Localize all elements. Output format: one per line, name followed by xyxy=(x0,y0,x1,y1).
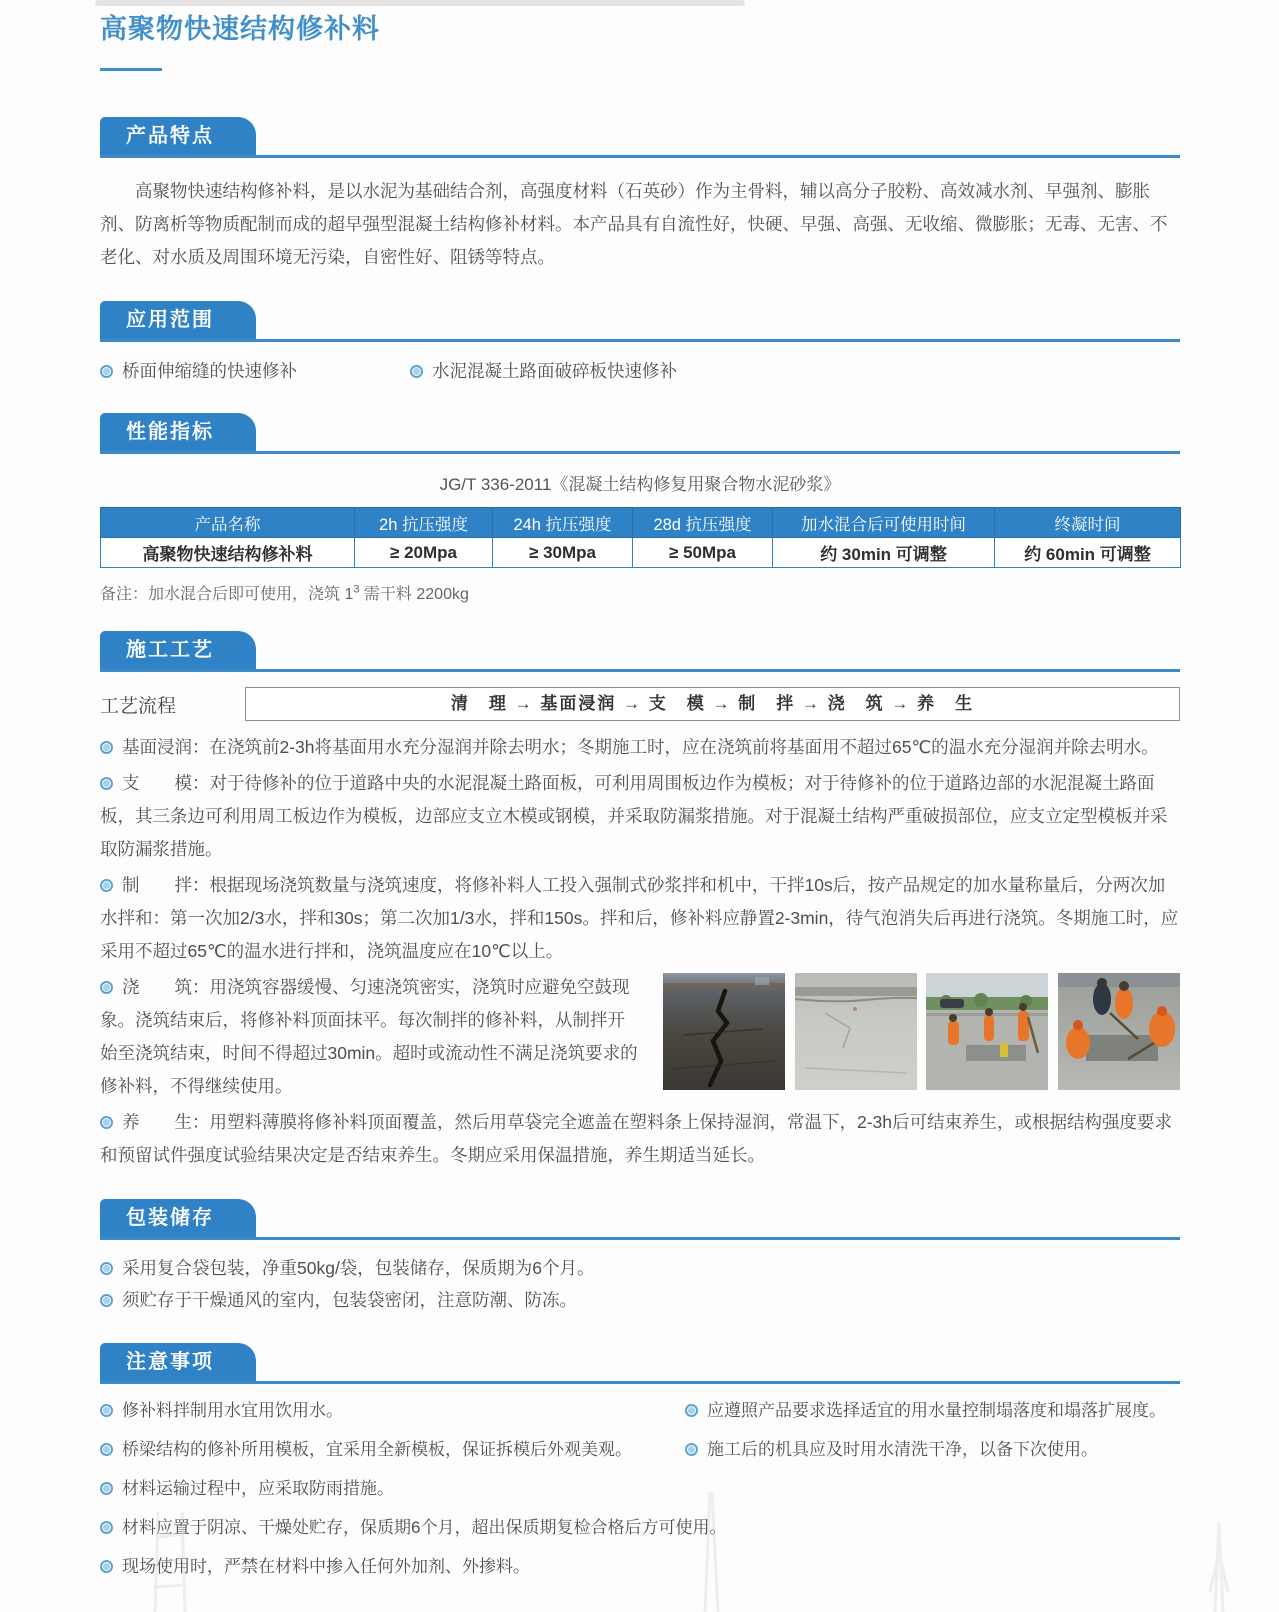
scan-artifact xyxy=(95,0,745,6)
note-item-text: 桥梁结构的修补所用模板，宜采用全新模板，保证拆模后外观美观。 xyxy=(122,1440,632,1459)
process-step-text: 浇 筑：用浇筑容器缓慢、匀速浇筑密实，浇筑时应避免空鼓现象。浇筑结束后，将修补料顶面抹平。每次制拌的修补料，从制拌开始至浇筑结束，时间不得超过30min。超时或流动性不满足浇筑要求的修补料，不得继续使用。 xyxy=(100,977,638,1096)
application-item-text: 水泥混凝土路面破碎板快速修补 xyxy=(432,361,677,381)
page-title: 高聚物快速结构修补料 xyxy=(100,14,380,44)
note-item-text: 材料应置于阴凉、干燥处贮存，保质期6个月，超出保质期复检合格后方可使用。 xyxy=(122,1518,727,1537)
process-step xyxy=(100,767,1180,866)
table-row xyxy=(101,538,1181,568)
applications-list xyxy=(100,356,1180,386)
features-heading: 产品特点 xyxy=(100,117,256,155)
process-step-text: 制 拌：根据现场浇筑数量与浇筑速度，将修补料人工投入强制式砂浆拌和机中，干拌10s后，按产品规定的加水量称量后，分两次加水拌和：第一次加2/3水，拌和30s；第二次加1/3水，拌和150s。拌和后，修补料应静置2-3min，待气泡消失后再进行浇筑。冬期施工时，应采用不超过65℃的温水进行拌和，浇筑温度应在10℃以上。 xyxy=(100,875,1179,961)
standard-reference: JG/T 336-2011《混凝土结构修复用聚合物水泥砂浆》 xyxy=(439,475,841,494)
double-circle-bullet-icon xyxy=(100,1262,113,1275)
double-circle-bullet-icon xyxy=(100,365,113,378)
double-circle-bullet-icon xyxy=(100,1294,113,1307)
table-cell: 高聚物快速结构修补料 xyxy=(101,538,355,568)
process-steps xyxy=(100,731,1180,1172)
notes-heading: 注意事项 xyxy=(100,1343,256,1381)
table-header-cell: 28d 抗压强度 xyxy=(633,508,773,538)
double-circle-bullet-icon xyxy=(410,365,423,378)
table-cell: ≥ 20Mpa xyxy=(355,538,493,568)
double-circle-bullet-icon xyxy=(100,1116,113,1129)
process-heading: 施工工艺 xyxy=(100,631,256,669)
note-item xyxy=(100,1435,685,1465)
table-cell: 约 60min 可调整 xyxy=(995,538,1181,568)
table-note-prefix: 备注：加水混合后即可使用，浇筑 1 xyxy=(100,586,354,603)
photo-road-repair-workers xyxy=(926,973,1048,1090)
packaging-list xyxy=(100,1253,1180,1316)
performance-table xyxy=(100,507,1181,568)
photo-cracked-light-concrete xyxy=(795,973,917,1090)
double-circle-bullet-icon xyxy=(100,1521,113,1534)
note-item xyxy=(100,1474,1180,1504)
section-header-applications xyxy=(100,301,1180,342)
double-circle-bullet-icon xyxy=(685,1443,698,1456)
table-cell: ≥ 50Mpa xyxy=(633,538,773,568)
double-circle-bullet-icon xyxy=(100,981,113,994)
section-header-process xyxy=(100,631,1180,672)
section-header-features xyxy=(100,117,1180,158)
process-flow-row xyxy=(100,687,1180,721)
performance-heading: 性能指标 xyxy=(100,413,256,451)
applications-heading: 应用范围 xyxy=(100,301,256,339)
note-item-text: 材料运输过程中，应采取防雨措施。 xyxy=(122,1479,394,1498)
packaging-item-text: 须贮存于干燥通风的室内，包装袋密闭，注意防潮、防冻。 xyxy=(122,1290,577,1310)
double-circle-bullet-icon xyxy=(685,1404,698,1417)
flow-diagram: 清 理 → 基面浸润 → 支 模 → 制 拌 → 浇 筑 → 养 生 xyxy=(245,687,1180,721)
process-step-text: 养 生：用塑料薄膜将修补料顶面覆盖，然后用草袋完全遮盖在塑料条上保持湿润，常温下，2-3h后可结束养生，或根据结构强度要求和预留试件强度试验结果决定是否结束养生。冬期应采用保温措施，养生期适当延长。 xyxy=(100,1112,1173,1165)
note-item xyxy=(685,1435,1180,1465)
photo-crouching-repair-workers xyxy=(1058,973,1180,1090)
table-note xyxy=(100,581,1180,604)
section-header-packaging xyxy=(100,1199,1180,1240)
double-circle-bullet-icon xyxy=(100,1404,113,1417)
photo-strip xyxy=(663,973,1180,1090)
note-item xyxy=(100,1552,1180,1582)
table-header-cell: 24h 抗压强度 xyxy=(493,508,633,538)
table-note-superscript: 3 xyxy=(353,583,360,596)
process-step xyxy=(100,869,1180,968)
double-circle-bullet-icon xyxy=(100,879,113,892)
double-circle-bullet-icon xyxy=(100,1482,113,1495)
packaging-item-text: 采用复合袋包装，净重50kg/袋，包装储存，保质期为6个月。 xyxy=(122,1258,595,1278)
title-underline xyxy=(100,68,162,71)
packaging-item xyxy=(100,1285,1180,1316)
table-header-cell: 产品名称 xyxy=(101,508,355,538)
table-header-cell: 加水混合后可使用时间 xyxy=(773,508,995,538)
table-cell: 约 30min 可调整 xyxy=(773,538,995,568)
section-header-notes xyxy=(100,1343,1180,1384)
application-item xyxy=(410,356,677,386)
table-header-row xyxy=(101,508,1181,538)
notes-list xyxy=(100,1396,1180,1582)
double-circle-bullet-icon xyxy=(100,1560,113,1573)
table-header-cell: 终凝时间 xyxy=(995,508,1181,538)
packaging-heading: 包装储存 xyxy=(100,1199,256,1237)
double-circle-bullet-icon xyxy=(100,777,113,790)
process-step-text: 基面浸润：在浇筑前2-3h将基面用水充分湿润并除去明水；冬期施工时，应在浇筑前将基面用不超过65℃的温水充分湿润并除去明水。 xyxy=(122,737,1159,757)
packaging-item xyxy=(100,1253,1180,1284)
table-header-cell: 2h 抗压强度 xyxy=(355,508,493,538)
note-item-text: 修补料拌制用水宜用饮用水。 xyxy=(122,1401,343,1420)
process-step xyxy=(100,731,1180,764)
double-circle-bullet-icon xyxy=(100,741,113,754)
process-step-text: 支 模：对于待修补的位于道路中央的水泥混凝土路面板，可利用周围板边作为模板；对于待修补的位于道路边部的水泥混凝土路面板，其三条边可利用周工板边作为模板，边部应支立木模或钢模，并采取防漏浆措施。对于混凝土结构严重破损部位，应支立定型模板并采取防漏浆措施。 xyxy=(100,773,1168,859)
table-cell: ≥ 30Mpa xyxy=(493,538,633,568)
photo-cracked-dark-pavement xyxy=(663,973,785,1090)
application-item-text: 桥面伸缩缝的快速修补 xyxy=(122,361,297,381)
note-item-text: 应遵照产品要求选择适宜的用水量控制塌落度和塌落扩展度。 xyxy=(707,1401,1166,1420)
flow-label: 工艺流程 xyxy=(100,695,177,717)
note-item-text: 施工后的机具应及时用水清洗干净，以备下次使用。 xyxy=(707,1440,1098,1459)
process-step xyxy=(100,1106,1180,1172)
table-note-suffix: 需干料 2200kg xyxy=(359,586,469,603)
features-paragraph: 高聚物快速结构修补料，是以水泥为基础结合剂，高强度材料（石英砂）作为主骨料，辅以高分子胶粉、高效减水剂、早强剂、膨胀剂、防离析等物质配制而成的超早强型混凝土结构修补材料。本产品具有自流性好，快硬、早强、高强、无收缩、微膨胀；无毒、无害、不老化、对水质及周围环境无污染，自密性好、阻锈等特点。 xyxy=(100,181,1168,267)
double-circle-bullet-icon xyxy=(100,1443,113,1456)
note-item-text: 现场使用时，严禁在材料中掺入任何外加剂、外掺料。 xyxy=(122,1557,530,1576)
application-item xyxy=(100,356,410,386)
section-header-performance xyxy=(100,413,1180,454)
note-item xyxy=(100,1513,1180,1543)
